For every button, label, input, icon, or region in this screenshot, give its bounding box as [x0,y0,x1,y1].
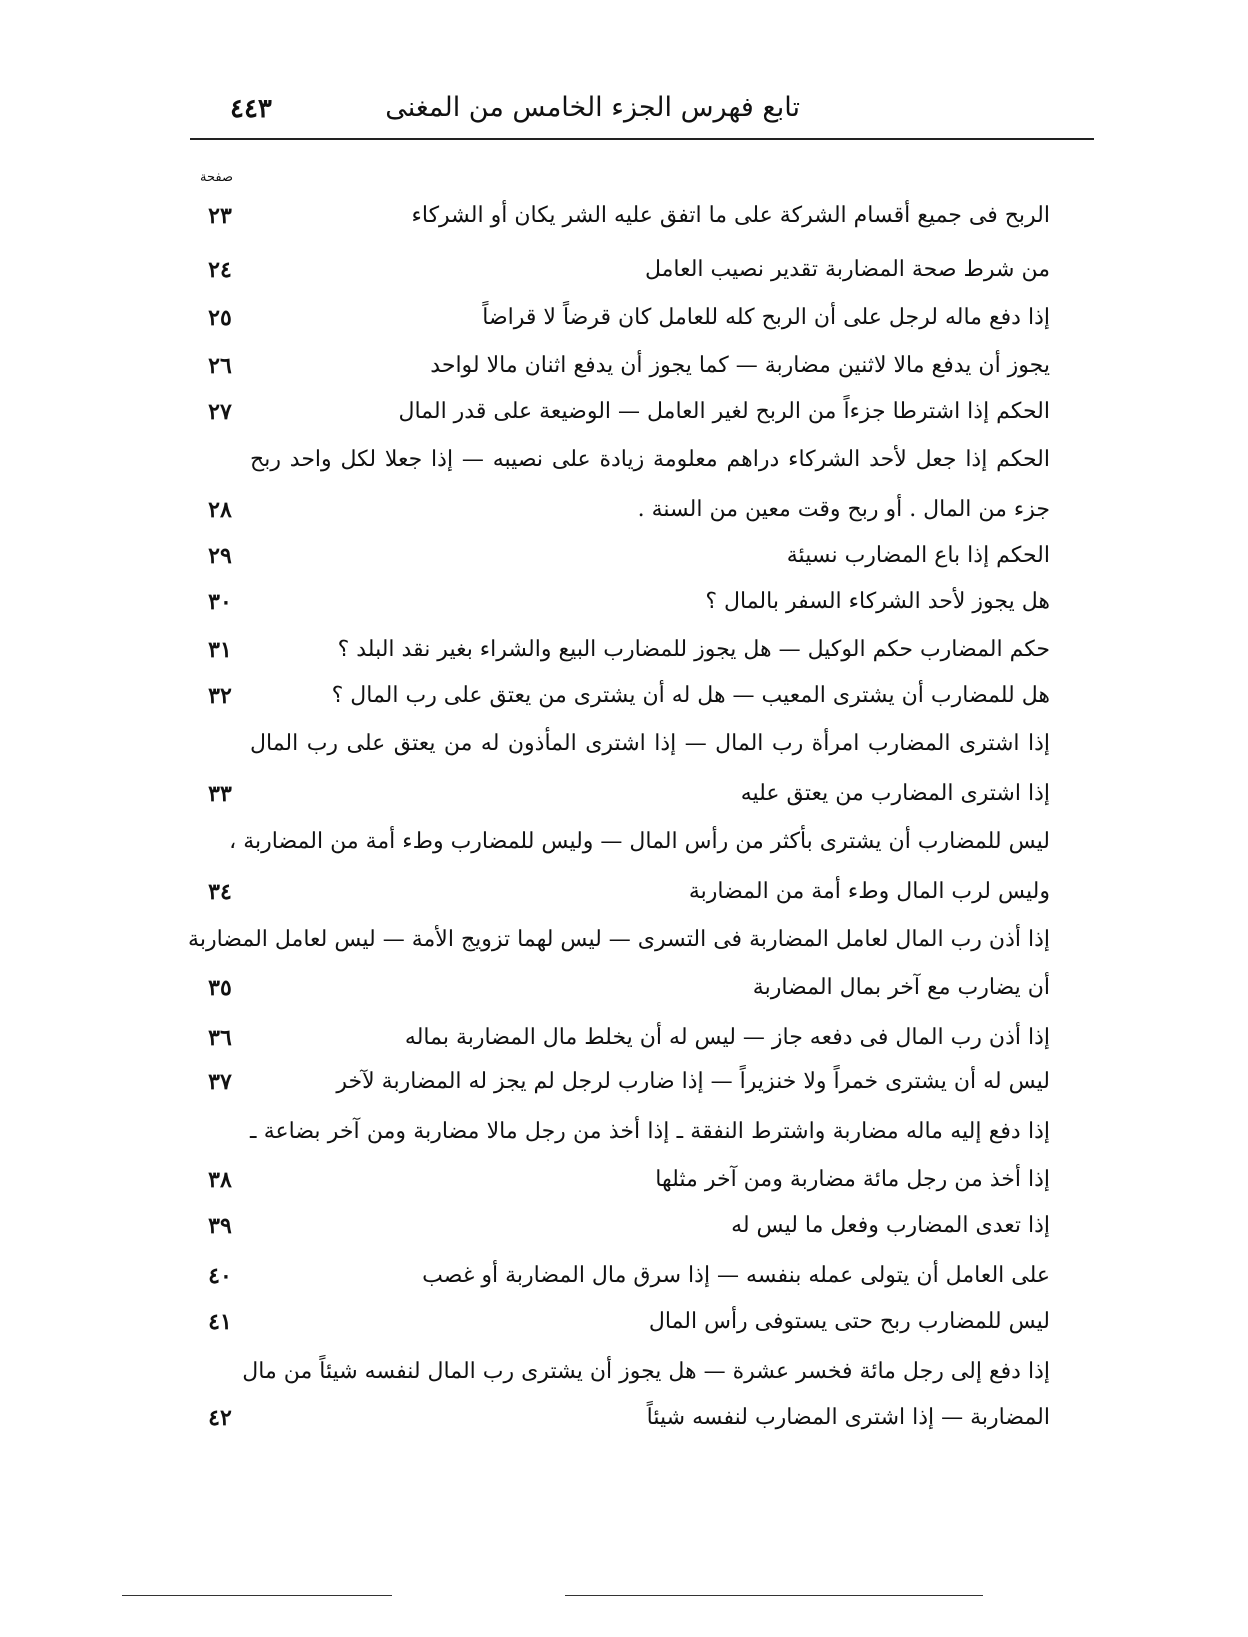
header-rule [190,138,1094,140]
page-column-label: صفحة [200,170,233,185]
index-entry [190,724,1050,764]
entry-text: إذا أذن رب المال لعامل المضاربة فى التسرى — ليس لهما تزويج الأمة — ليس لعامل المضاربة [188,927,1050,952]
entry-text: إذا أخذ من رجل مائة مضاربة ومن آخر مثلها [655,1167,1050,1192]
entry-text: أن يضارب مع آخر بمال المضاربة [752,975,1050,1000]
index-entry [190,1112,1050,1152]
entry-text: ليس للمضارب أن يشترى بأكثر من رأس المال — وليس للمضارب وطء أمة من المضاربة ، [229,829,1050,854]
page-header [190,90,1090,140]
index-entry [190,536,1050,576]
entry-text: إذا تعدى المضارب وفعل ما ليس له [731,1213,1050,1238]
index-entry [190,1302,1050,1342]
index-entry [190,1018,1050,1058]
index-entry [190,582,1050,622]
footer-rule-left [122,1595,392,1596]
index-entry [190,392,1050,432]
index-entry [190,920,1050,960]
entry-text: الحكم إذا اشترطا جزءاً من الربح لغير العامل — الوضيعة على قدر المال [398,399,1050,424]
entry-text: ليس له أن يشترى خمراً ولا خنزيراً — إذا ضارب لرجل لم يجز له المضاربة لآخر [336,1069,1050,1094]
entry-text: إذا دفع ماله لرجل على أن الربح كله للعامل كان قرضاً لا قراضاً [482,305,1050,330]
entry-page-number: ٣٦ [208,1025,232,1051]
entry-page-number: ٣٠ [208,589,232,615]
entry-text: على العامل أن يتولى عمله بنفسه — إذا سرق مال المضاربة أو غصب [422,1263,1050,1288]
entry-page-number: ٣٨ [208,1167,232,1193]
entry-page-number: ٢٦ [208,353,232,379]
entry-text: هل يجوز لأحد الشركاء السفر بالمال ؟ [705,589,1050,614]
index-entry [190,968,1050,1008]
entry-page-number: ٢٨ [208,497,232,523]
entry-page-number: ٤٢ [208,1405,232,1431]
index-entry [190,630,1050,670]
entry-page-number: ٤٠ [208,1263,232,1289]
index-entry [190,490,1050,530]
entry-text: إذا دفع إلى رجل مائة فخسر عشرة — هل يجوز أن يشترى رب المال لنفسه شيئاً من مال [242,1359,1050,1384]
entry-page-number: ٣٩ [208,1213,232,1239]
entry-page-number: ٢٥ [208,305,232,331]
entry-page-number: ٣٣ [208,781,232,807]
entry-text: إذا دفع إليه ماله مضاربة واشترط النفقة ـ إذا أخذ من رجل مالا مضاربة ومن آخر بضاعة ـ [250,1119,1050,1144]
entry-text: هل للمضارب أن يشترى المعيب — هل له أن يشترى من يعتق على رب المال ؟ [331,683,1050,708]
entry-text: إذا اشترى المضارب من يعتق عليه [740,781,1050,806]
entry-page-number: ٣١ [208,637,232,663]
entry-page-number: ٣٢ [208,683,232,709]
entry-text: إذا اشترى المضارب امرأة رب المال — إذا اشترى المأذون له من يعتق على رب المال [250,731,1050,756]
running-title: تابع فهرس الجزء الخامس من المغنى [385,92,800,123]
entry-page-number: ٣٤ [208,879,232,905]
entry-text: الحكم إذا باع المضارب نسيئة [786,543,1050,568]
entry-page-number: ٣٥ [208,975,232,1001]
index-entry [190,250,1050,290]
index-entry [190,822,1050,862]
entry-text: الربح فى جميع أقسام الشركة على ما اتفق عليه الشر يكان أو الشركاء [411,203,1050,228]
index-entry [190,1398,1050,1438]
index-entry [190,196,1050,236]
entry-text: من شرط صحة المضاربة تقدير نصيب العامل [644,257,1050,282]
index-entry [190,774,1050,814]
index-entry [190,1352,1050,1392]
entry-page-number: ٢٣ [208,203,232,229]
entry-text: ليس للمضارب ربح حتى يستوفى رأس المال [648,1309,1050,1334]
entry-page-number: ٤١ [208,1309,232,1335]
footer-rule-right [565,1595,983,1596]
index-entry [190,346,1050,386]
entry-text: الحكم إذا جعل لأحد الشركاء دراهم معلومة زيادة على نصيبه — إذا جعلا لكل واحد ربح [250,447,1050,472]
entry-text: وليس لرب المال وطء أمة من المضاربة [688,879,1050,904]
entry-page-number: ٢٤ [208,257,232,283]
page-number: ٤٤٣ [230,94,272,124]
index-entry [190,676,1050,716]
entry-text: المضاربة — إذا اشترى المضارب لنفسه شيئاً [646,1405,1050,1430]
entry-text: جزء من المال . أو ربح وقت معين من السنة . [637,497,1050,522]
entry-page-number: ٣٧ [208,1069,232,1095]
index-entry [190,1062,1050,1102]
index-entry [190,1206,1050,1246]
index-entry [190,298,1050,338]
entry-text: حكم المضارب حكم الوكيل — هل يجوز للمضارب البيع والشراء بغير نقد البلد ؟ [337,637,1050,662]
index-entry [190,1160,1050,1200]
index-entry [190,440,1050,480]
index-entry [190,1256,1050,1296]
entry-page-number: ٢٩ [208,543,232,569]
index-entry [190,872,1050,912]
entry-page-number: ٢٧ [208,399,232,425]
entry-text: يجوز أن يدفع مالا لاثنين مضاربة — كما يجوز أن يدفع اثنان مالا لواحد [430,353,1050,378]
entry-text: إذا أذن رب المال فى دفعه جاز — ليس له أن يخلط مال المضاربة بماله [404,1025,1050,1050]
